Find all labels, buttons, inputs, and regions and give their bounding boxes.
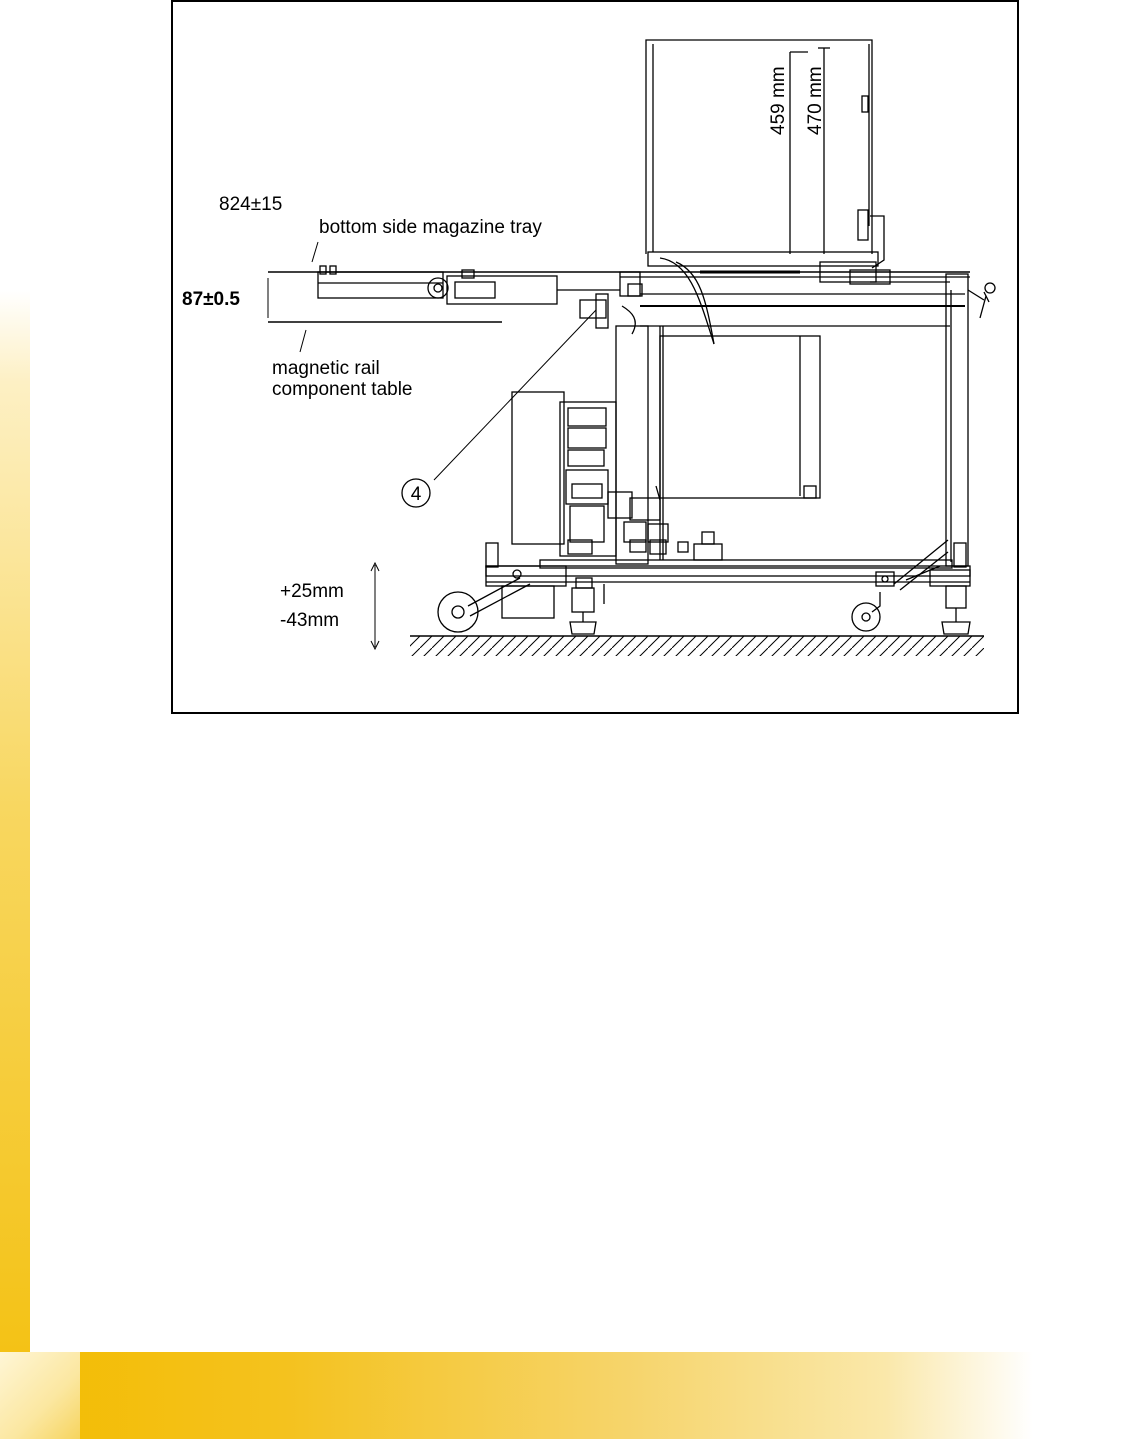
label-adjust-up: +25mm: [280, 581, 344, 602]
leader-rail: [300, 330, 306, 352]
top-plate: [620, 252, 970, 344]
label-rail-line2: component table: [272, 379, 413, 400]
leader-tray: [312, 242, 318, 262]
label-height-outer: 470 mm: [805, 66, 826, 135]
floor: [410, 636, 984, 656]
lift-motor: [512, 392, 722, 560]
label-offset: 87±0.5: [182, 289, 240, 310]
label-callout: 4: [410, 484, 422, 505]
leader-callout-4: [434, 310, 596, 480]
dimension-adjust: [371, 563, 379, 649]
base-castors: [438, 540, 970, 634]
label-adjust-down: -43mm: [280, 610, 340, 631]
label-tray: bottom side magazine tray: [319, 217, 542, 238]
magazine-tray: [268, 266, 642, 334]
label-height-inner: 459 mm: [768, 66, 789, 135]
label-rail-line1: magnetic rail: [272, 358, 380, 379]
magazine-box: [646, 40, 884, 268]
label-length: 824±15: [219, 194, 283, 215]
